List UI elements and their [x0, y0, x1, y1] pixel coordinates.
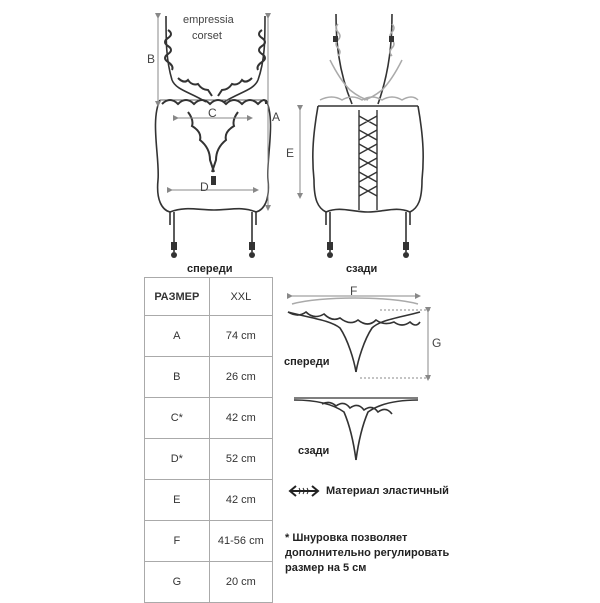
table-row: [145, 562, 273, 603]
footnote-line-2: дополнительно регулировать: [285, 547, 450, 559]
size-row-label: A: [145, 316, 210, 357]
garter-clips-front: [171, 176, 255, 258]
table-row: [145, 480, 273, 521]
back-lacing: [359, 110, 377, 210]
dimension-label-f: F: [350, 284, 358, 298]
size-row-value: 42 cm: [209, 398, 272, 439]
table-row: [145, 398, 273, 439]
table-row: [145, 439, 273, 480]
size-row-label: D*: [145, 439, 210, 480]
size-header-label: РАЗМЕР: [145, 278, 210, 316]
size-row-value: 42 cm: [209, 480, 272, 521]
front-lace-trim: [162, 30, 266, 172]
double-arrow-icon: [288, 485, 320, 497]
thong-front-waistband: [292, 298, 418, 304]
legend-text: Материал эластичный: [326, 485, 449, 497]
table-row: [145, 521, 273, 562]
size-row-value: 20 cm: [209, 562, 272, 603]
dimension-label-e: E: [286, 146, 295, 160]
dimension-label-d: D: [200, 180, 209, 194]
footnote-line-3: размер на 5 см: [285, 562, 367, 574]
corset-back-drawing: [313, 14, 423, 252]
dimension-label-b: B: [147, 52, 156, 66]
size-row-label: B: [145, 357, 210, 398]
size-row-label: C*: [145, 398, 210, 439]
thong-caption-front: спереди: [284, 356, 330, 368]
size-row-value: 74 cm: [209, 316, 272, 357]
table-row: [145, 357, 273, 398]
size-table: [144, 277, 273, 603]
view-caption-front: спереди: [187, 263, 233, 275]
size-row-value: 41-56 cm: [209, 521, 272, 562]
size-row-label: E: [145, 480, 210, 521]
dimension-label-c: C: [208, 106, 217, 120]
size-table-header: [145, 278, 273, 316]
back-cups-outline: [320, 24, 418, 100]
corset-front-drawing: [155, 16, 270, 252]
view-caption-back: сзади: [346, 263, 378, 275]
size-header-size: XXL: [209, 278, 272, 316]
size-row-value: 52 cm: [209, 439, 272, 480]
brand-line-2: corset: [192, 30, 222, 42]
elastic-legend: [288, 485, 449, 497]
lacing-footnote: [285, 531, 485, 576]
size-row-label: F: [145, 521, 210, 562]
table-row: [145, 316, 273, 357]
size-row-label: G: [145, 562, 210, 603]
brand-line-1: empressia: [183, 14, 234, 26]
dimension-label-a: A: [272, 110, 281, 124]
thong-caption-back: сзади: [298, 445, 330, 457]
size-row-value: 26 cm: [209, 357, 272, 398]
footnote-line-1: * Шнуровка позволяет: [285, 532, 408, 544]
dimension-label-g: G: [432, 336, 442, 350]
